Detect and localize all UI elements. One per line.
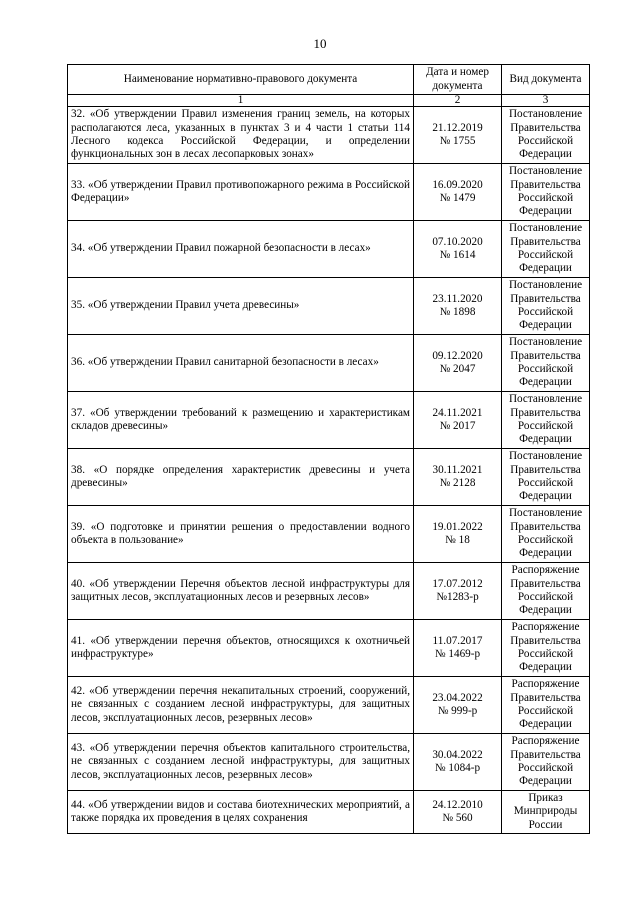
document-type: Постановление Правительства Российской Федерации: [502, 164, 590, 221]
document-date-number: [414, 392, 502, 449]
table-row: [68, 335, 590, 392]
document-type: Распоряжение Правительства Российской Федерации: [502, 563, 590, 620]
document-date: 09.12.2020: [432, 349, 483, 362]
document-date-number: [414, 335, 502, 392]
document-number: № 2017: [439, 420, 476, 432]
document-name: 40. «Об утверждении Перечня объектов лесной инфраструктуры для защитных лесов, эксплуатационных лесов и резервных лесов»: [68, 563, 414, 620]
document-type: Постановление Правительства Российской Федерации: [502, 335, 590, 392]
document-type: Распоряжение Правительства Российской Федерации: [502, 734, 590, 791]
document-date-number: [414, 677, 502, 734]
table-row: [68, 791, 590, 834]
document-date: 23.04.2022: [432, 691, 483, 704]
document-number: № 1614: [439, 249, 476, 261]
document-number: № 1469-р: [434, 648, 481, 660]
table-row: [68, 449, 590, 506]
table-row: [68, 107, 590, 164]
document-number: № 1084-р: [434, 762, 481, 774]
document-type: Постановление Правительства Российской Федерации: [502, 278, 590, 335]
document-date: 24.11.2021: [432, 406, 483, 419]
document-number: № 560: [442, 811, 473, 824]
header-date-number: Дата и номер документа: [414, 65, 502, 95]
document-date-number: [414, 164, 502, 221]
document-name: 44. «Об утверждении видов и состава биотехнических мероприятий, а также порядка их проведения в целях сохранения: [68, 791, 414, 834]
document-date-number: [414, 506, 502, 563]
header-document-name: Наименование нормативно-правового документа: [68, 65, 414, 95]
document-date-number: [414, 278, 502, 335]
table-row: [68, 392, 590, 449]
document-type: Постановление Правительства Российской Федерации: [502, 107, 590, 164]
document-number: №1283-р: [436, 591, 479, 603]
document-date: 07.10.2020: [432, 235, 483, 248]
document-type: Приказ Минприроды России: [502, 791, 590, 834]
column-number-1: 1: [68, 95, 414, 107]
document-type: Постановление Правительства Российской Федерации: [502, 449, 590, 506]
document-number: № 1479: [439, 192, 476, 204]
document-date: 19.01.2022: [432, 520, 483, 533]
document-type: Постановление Правительства Российской Федерации: [502, 392, 590, 449]
document-date: 21.12.2019: [432, 121, 483, 134]
table-row: [68, 620, 590, 677]
document-date-number: [414, 620, 502, 677]
document-date-number: [414, 734, 502, 791]
document-date: 30.11.2021: [432, 463, 483, 476]
document-name: 41. «Об утверждении перечня объектов, относящихся к охотничьей инфраструктуре»: [68, 620, 414, 677]
table-row: [68, 278, 590, 335]
document-date-number: [414, 107, 502, 164]
document-number: № 1755: [439, 135, 476, 147]
document-date: 23.11.2020: [432, 292, 483, 305]
document-name: 39. «О подготовке и принятии решения о предоставлении водного объекта в пользование»: [68, 506, 414, 563]
document-date: 16.09.2020: [432, 178, 483, 191]
document-name: 32. «Об утверждении Правил изменения границ земель, на которых располагаются леса, указанных в пунктах 3 и 4 части 1 статьи 114 Лесного кодекса Российской Федерации, и определении функциональных зон в лесах лесопарковых зонах»: [68, 107, 414, 164]
document-date: 30.04.2022: [432, 748, 483, 761]
table-row: [68, 506, 590, 563]
document-name: 36. «Об утверждении Правил санитарной безопасности в лесах»: [68, 335, 414, 392]
document-date: 11.07.2017: [432, 634, 483, 647]
document-date-number: [414, 449, 502, 506]
document-name: 38. «О порядке определения характеристик древесины и учета древесины»: [68, 449, 414, 506]
table-row: [68, 734, 590, 791]
document-number: № 2128: [439, 477, 476, 489]
table-row: [68, 221, 590, 278]
document-number: № 2047: [439, 363, 476, 375]
document-number: № 18: [445, 534, 470, 546]
document-name: 34. «Об утверждении Правил пожарной безопасности в лесах»: [68, 221, 414, 278]
table-row: [68, 677, 590, 734]
document-type: Распоряжение Правительства Российской Федерации: [502, 677, 590, 734]
document-name: 33. «Об утверждении Правил противопожарного режима в Российской Федерации»: [68, 164, 414, 221]
table-header-row: [68, 65, 590, 95]
column-number-2: 2: [414, 95, 502, 107]
document-date-number: [414, 563, 502, 620]
header-document-type: Вид документа: [502, 65, 590, 95]
column-number-row: [68, 95, 590, 107]
document-type: Постановление Правительства Российской Федерации: [502, 221, 590, 278]
document-date: 17.07.2012: [432, 577, 483, 590]
column-number-3: 3: [502, 95, 590, 107]
document-name: 37. «Об утверждении требований к размещению и характеристикам складов древесины»: [68, 392, 414, 449]
document-date: 24.12.2010: [432, 798, 483, 811]
document-name: 35. «Об утверждении Правил учета древесины»: [68, 278, 414, 335]
document-name: 42. «Об утверждении перечня некапитальных строений, сооружений, не связанных с созданием лесной инфраструктуры, для защитных лесов, эксплуатационных лесов, резервных лесов»: [68, 677, 414, 734]
documents-table: [67, 64, 590, 834]
document-type: Распоряжение Правительства Российской Федерации: [502, 620, 590, 677]
table-row: [68, 563, 590, 620]
document-type: Постановление Правительства Российской Федерации: [502, 506, 590, 563]
document-date-number: [414, 221, 502, 278]
page-number: 10: [313, 36, 327, 51]
document-number: № 1898: [439, 306, 476, 318]
document-name: 43. «Об утверждении перечня объектов капитального строительства, не связанных с созданием лесной инфраструктуры, для защитных лесов, эксплуатационных лесов, резервных лесов»: [68, 734, 414, 791]
table-row: [68, 164, 590, 221]
document-date-number: [414, 791, 502, 834]
document-number: № 999-р: [437, 705, 478, 717]
